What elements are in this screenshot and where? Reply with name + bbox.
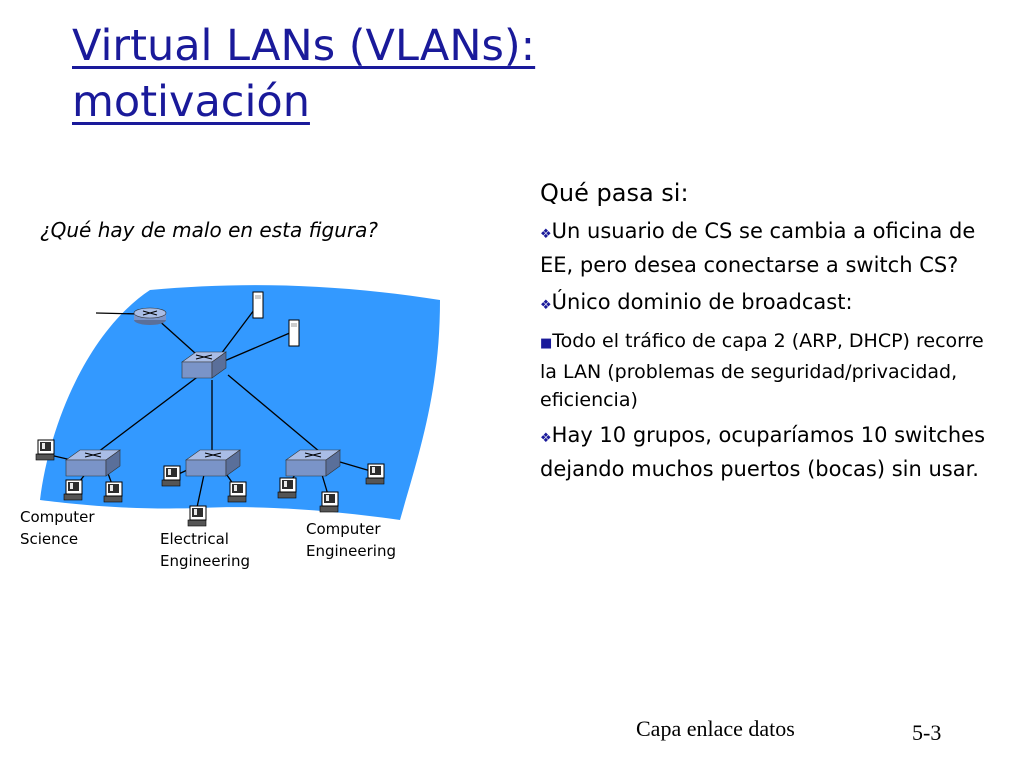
bullet-text: Hay 10 grupos, ocuparíamos 10 switches dejando muchos puertos (bocas) sin usar.: [540, 423, 986, 481]
motivation-text: [540, 176, 1000, 491]
title-line-2: motivación: [72, 77, 310, 127]
computer-icon: [64, 480, 82, 500]
computer-icon: [320, 492, 338, 512]
footer-course: Capa enlace datos: [636, 716, 795, 741]
dept-label-cs: [20, 506, 95, 550]
footer-page-number: 5-3: [912, 720, 942, 745]
bullet-item: [540, 327, 1000, 414]
switch-icon: [182, 352, 226, 378]
bullet-text: Todo el tráfico de capa 2 (ARP, DHCP) recorre la LAN (problemas de seguridad/privacidad, eficiencia): [540, 330, 984, 411]
bullet-text: Único dominio de broadcast:: [551, 290, 853, 314]
computer-icon: [366, 464, 384, 484]
computer-icon: [228, 482, 246, 502]
dept-label-ce: [306, 518, 396, 562]
computer-icon: [104, 482, 122, 502]
switch-icon: [186, 450, 240, 476]
diamond-bullet-icon: ❖: [540, 227, 552, 242]
diamond-bullet-icon: ❖: [540, 298, 552, 313]
diamond-bullet-icon: ❖: [540, 431, 552, 446]
dept-label-line: Computer: [20, 508, 95, 526]
computer-icon: [188, 506, 206, 526]
dept-label-line: Engineering: [160, 552, 250, 570]
switch-icon: [286, 450, 340, 476]
dept-label-line: Computer: [306, 520, 381, 538]
computer-icon: [278, 478, 296, 498]
square-bullet-icon: ■: [540, 336, 553, 351]
figure-question: ¿Qué hay de malo en esta figura?: [40, 218, 378, 242]
computer-icon: [36, 440, 54, 460]
bullet-item: [540, 287, 1000, 321]
dept-label-line: Electrical: [160, 530, 229, 548]
bullet-item: [540, 420, 1000, 485]
title-line-1: Virtual LANs (VLANs):: [72, 21, 536, 71]
dept-label-line: Engineering: [306, 542, 396, 560]
switch-icon: [66, 450, 120, 476]
computer-icon: [162, 466, 180, 486]
dept-label-line: Science: [20, 530, 79, 548]
motivation-heading: Qué pasa si:: [540, 179, 689, 207]
dept-label-ee: [160, 528, 250, 572]
bullet-text: Un usuario de CS se cambia a oficina de EE, pero desea conectarse a switch CS?: [540, 219, 976, 277]
bullet-item: [540, 216, 1000, 281]
